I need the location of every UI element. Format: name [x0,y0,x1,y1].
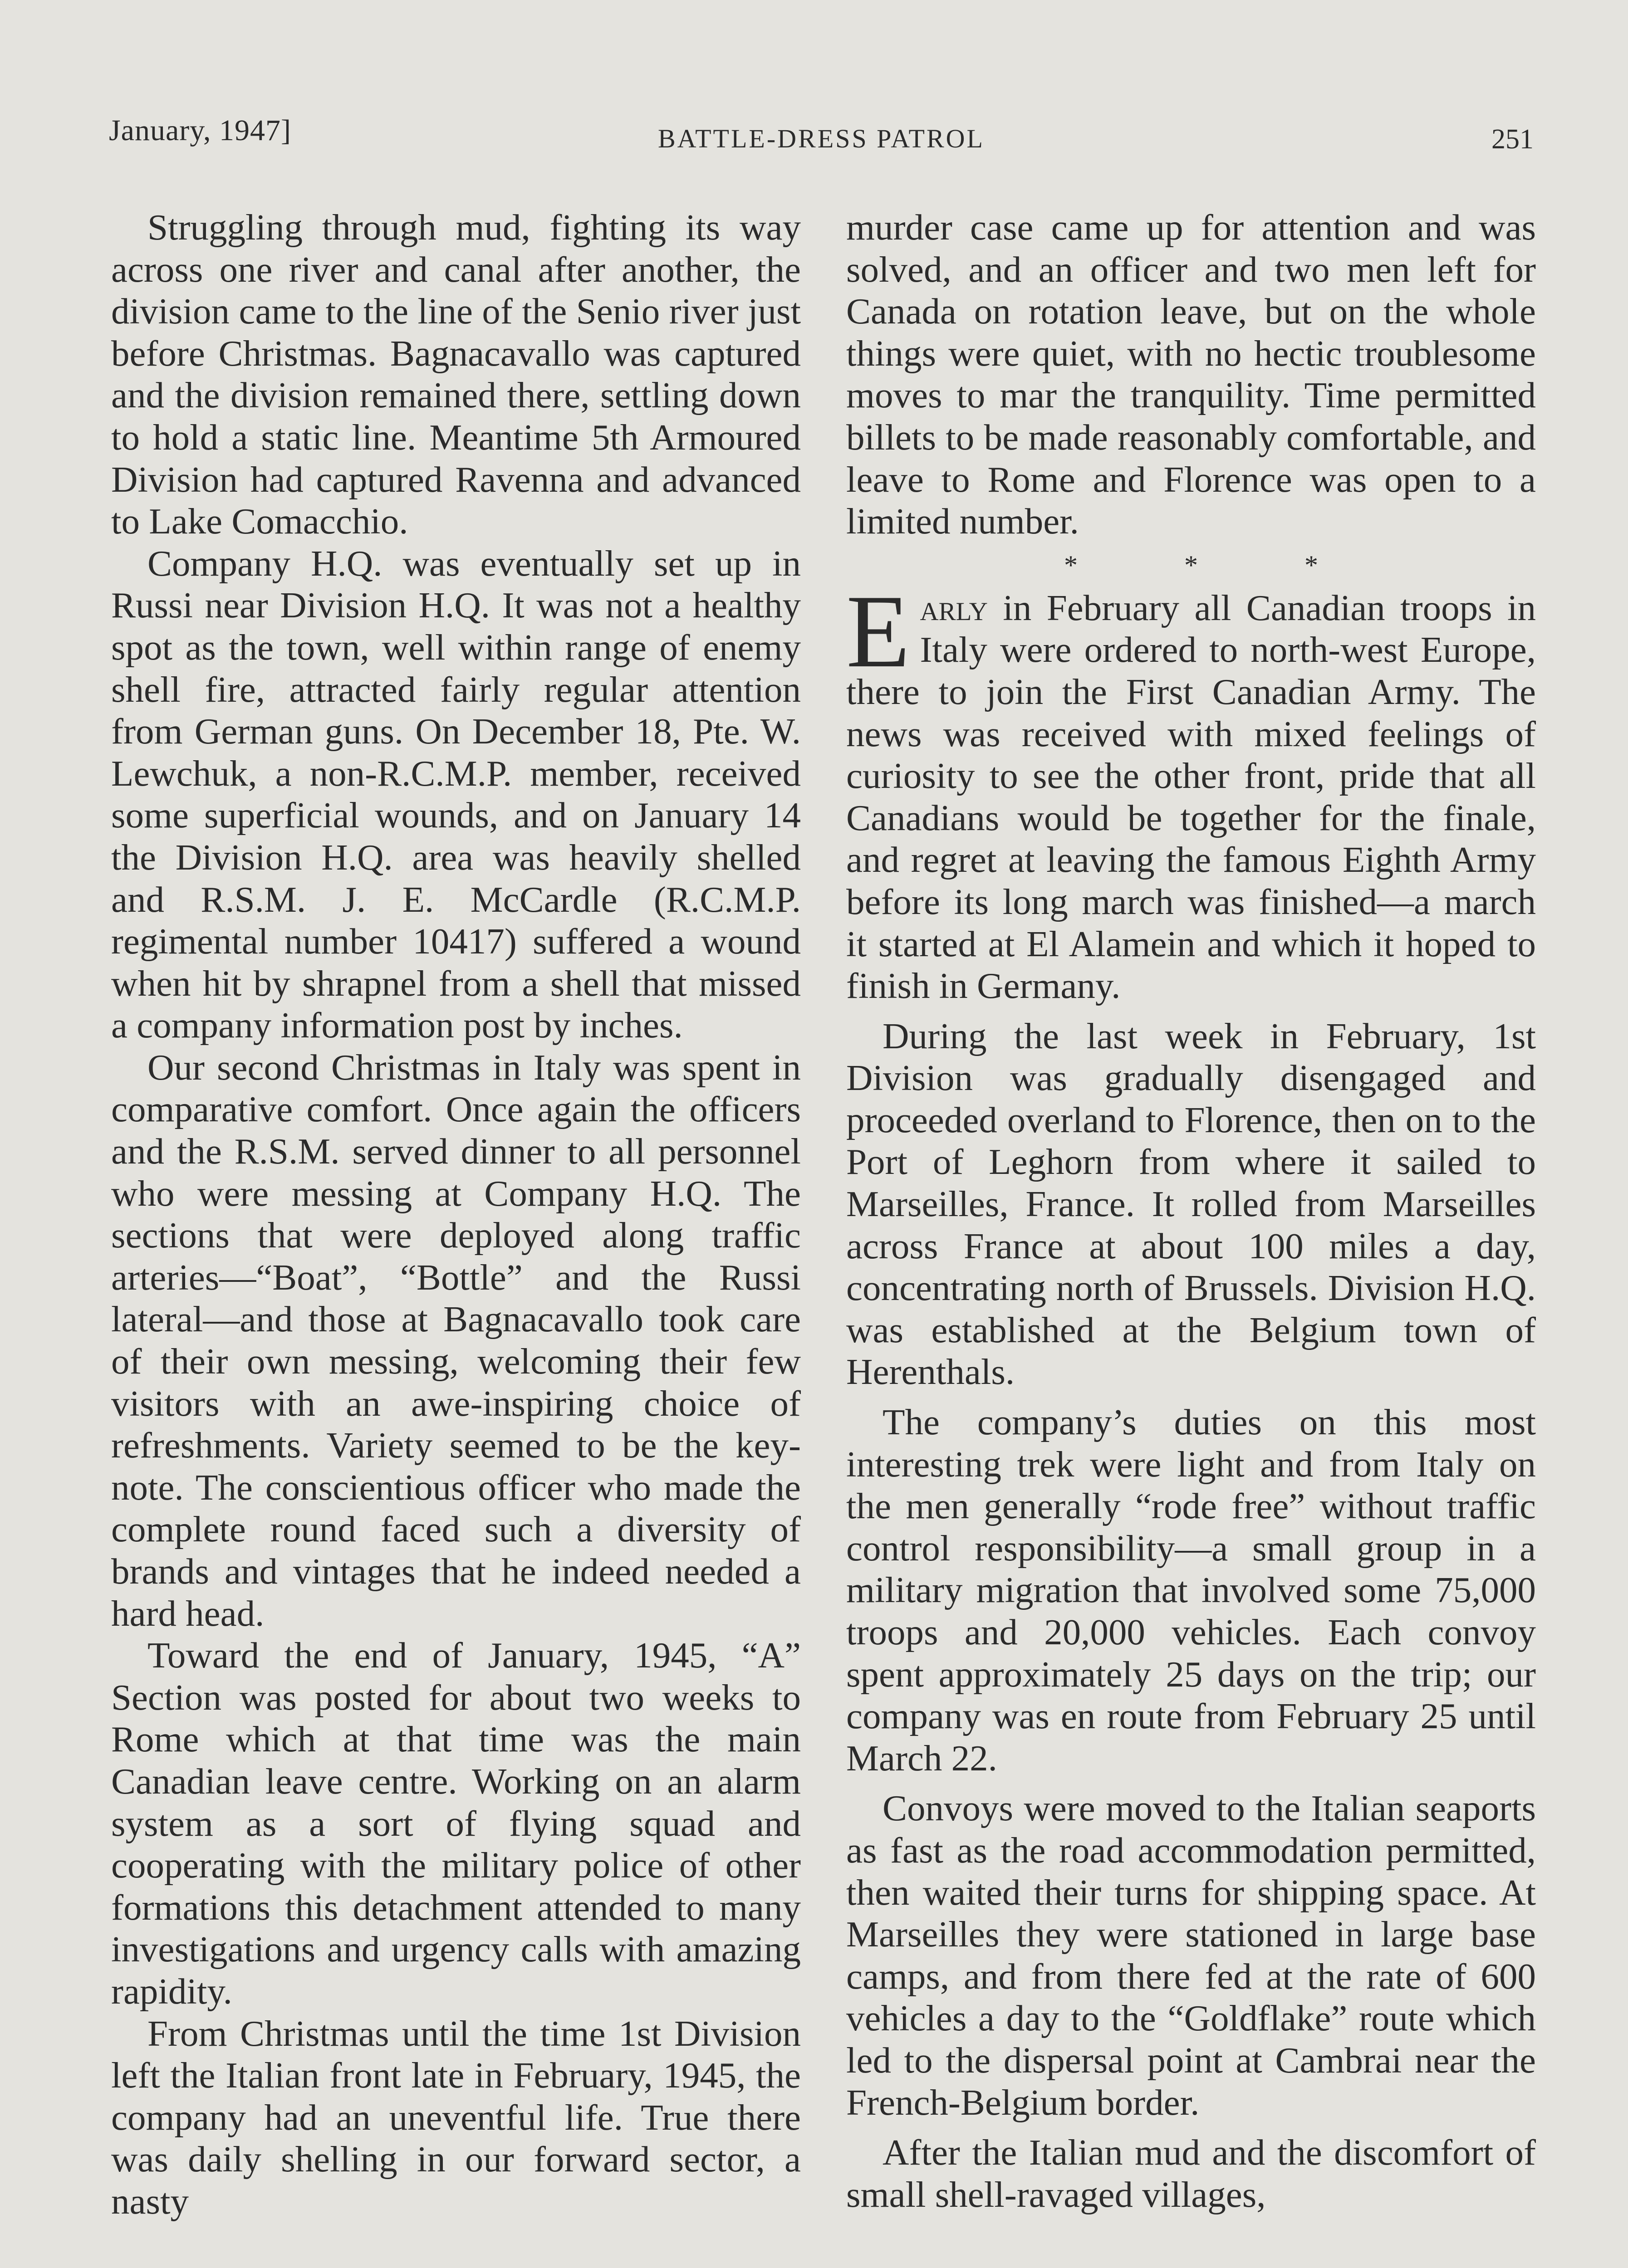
paragraph: From Christmas until the time 1st Division left the Italian front late in February, 1945, the company had an uneventful life. True there was daily shelling in our forward sector, a nasty [111,2013,801,2222]
paragraph: Our second Christmas in Italy was spent in comparative comfort. Once again the officers and the R.S.M. served dinner to all personnel who were messing at Company H.Q. The sections that were deployed along traffic arteries—“Boat”, “Bottle” and the Russi lateral—and those at Bagnacavallo took care of their own messing, welcoming their few visitors with an awe-inspiring choice of refreshments. Variety seemed to be the key-note. The conscientious officer who made the complete round faced such a diversity of brands and vintages that he indeed needed a hard head. [111,1046,801,1634]
paragraph: The company’s duties on this most interesting trek were light and from Italy on the men generally “rode free” without traffic control responsibility—a small group in a military migration that involved some 75,000 troops and 20,000 vehicles. Each convoy spent approximately 25 days on the trip; our company was en route from February 25 until March 22. [846,1402,1536,1779]
drop-cap: E [846,573,910,689]
paragraph: During the last week in February, 1st Division was gradually disengaged and proceeded overland to Florence, then on to the Port of Leghorn from where it sailed to Marseilles, France. It rolled from Marseilles across France at about 100 miles a day, concentrating north of Brussels. Division H.Q. was established at the Belgium town of Herenthals. [846,1015,1536,1393]
paragraph: Struggling through mud, fighting its way across one river and canal after another, the division came to the line of the Senio river just before Christmas. Bagnacavallo was captured and the division remained there, settling down to hold a static line. Meantime 5th Armoured Division had captured Ravenna and advanced to Lake Comacchio. [111,207,801,542]
issue-date: January, 1947] [109,114,291,147]
paragraph-with-dropcap [846,573,1536,1007]
lead-in: arly [920,587,988,628]
paragraph-text: in February all Canadian troops in Italy were ordered to north-west Europe, there to join the First Canadian Army. The news was received with mixed feelings of curiosity to see the other front, pride that all Canadians would be together for the finale, and regret at leaving the famous Eighth Army before its long march was finished—a march it started at El Alamein and which it hoped to finish in Germany. [846,587,1536,1007]
left-column [111,206,801,2223]
paragraph: Convoys were moved to the Italian seaports as fast as the road accommodation permitted, then waited their turns for shipping space. At Marseilles they were stationed in large base camps, and from there fed at the rate of 600 vehicles a day to the “Goldflake” route which led to the dispersal point at Cambrai near the French-Belgium border. [846,1788,1536,2123]
paragraph: Company H.Q. was eventually set up in Russi near Division H.Q. It was not a healthy spot as the town, well within range of enemy shell fire, attracted fairly regular attention from German guns. On December 18, Pte. W. Lewchuk, a non-R.C.M.P. member, received some superficial wounds, and on January 14 the Division H.Q. area was heavily shelled and R.S.M. J. E. McCardle (R.C.M.P. regimental number 10417) suffered a wound when hit by shrapnel from a shell that missed a company information post by inches. [111,543,801,1046]
running-head [109,113,1534,154]
paragraph: murder case came up for attention and was solved, and an officer and two men left for Canada on rotation leave, but on the whole things were quiet, with no hectic troublesome moves to mar the tranquility. Time permitted billets to be made reasonably comfortable, and leave to Rome and Florence was open to a limited number. [846,207,1536,542]
right-column [846,206,1536,2215]
page-number: 251 [1491,124,1534,155]
journal-section-title: BATTLE-DRESS PATROL [657,124,985,153]
section-separator: * * * [1064,550,1318,580]
paragraph: Toward the end of January, 1945, “A” Section was posted for about two weeks to Rome which at that time was the main Canadian leave centre. Working on an alarm system as a sort of flying squad and cooperating with the military police of other formations this detachment attended to many investigations and urgency calls with amazing rapidity. [111,1635,801,2012]
paragraph: After the Italian mud and the discomfort of small shell-ravaged villages, [846,2132,1536,2215]
